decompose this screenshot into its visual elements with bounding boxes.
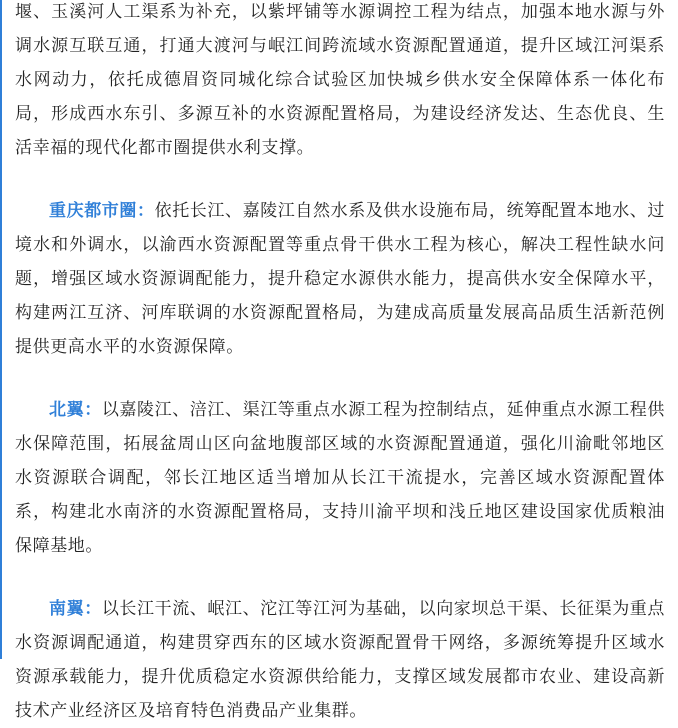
paragraph-text: 以嘉陵江、涪江、渠江等重点水源工程为控制结点，延伸重点水源工程供水保障范围，拓展盆周山区向盆地腹部区域的水资源配置通道，强化川渝毗邻地区水资源联合调配，邻长江地区适当增加从长江干流提水，完善区域水资源配置体系，构建北水南济的水资源配置格局，支持川渝平坝和浅丘地区建设国家优质粮油保障基地。 — [15, 400, 666, 556]
paragraph-chongqing-metro — [15, 194, 665, 364]
paragraph-lead-label: 南翼： — [49, 599, 102, 619]
paragraph-south-wing — [15, 592, 665, 728]
paragraph-chengdu-continued — [15, 0, 665, 165]
paragraph-text: 堰、玉溪河人工渠系为补充，以紫坪铺等水源调控工程为结点，加强本地水源与外调水源互联互通，打通大渡河与岷江间跨流域水资源配置通道，提升区域江河渠系水网动力，依托成德眉资同城化综合试验区加快城乡供水安全保障体系一体化布局，形成西水东引、多源互补的水资源配置格局，为建设经济发达、生态优良、生活幸福的现代化都市圈提供水利支撑。 — [15, 2, 665, 158]
left-accent-bar — [0, 0, 2, 659]
paragraph-lead-label: 重庆都市圈： — [49, 201, 155, 221]
article-body — [15, 0, 665, 728]
paragraph-north-wing — [15, 393, 665, 563]
paragraph-lead-label: 北翼： — [49, 400, 102, 420]
paragraph-text: 以长江干流、岷江、沱江等江河为基础，以向家坝总干渠、长征渠为重点水资源调配通道，构建贯穿西东的区域水资源配置骨干网络，多源统筹提升区域水资源承载能力，提升优质稳定水资源供给能力，支撑区域发展都市农业、建设高新技术产业经济区及培育特色消费品产业集群。 — [15, 599, 666, 721]
paragraph-text: 依托长江、嘉陵江自然水系及供水设施布局，统筹配置本地水、过境水和外调水，以渝西水资源配置等重点骨干供水工程为核心，解决工程性缺水问题，增强区域水资源调配能力，提升稳定水源供水能力，提高供水安全保障水平，构建两江互济、河库联调的水资源配置格局，为建成高质量发展高品质生活新范例提供更高水平的水资源保障。 — [15, 201, 666, 357]
